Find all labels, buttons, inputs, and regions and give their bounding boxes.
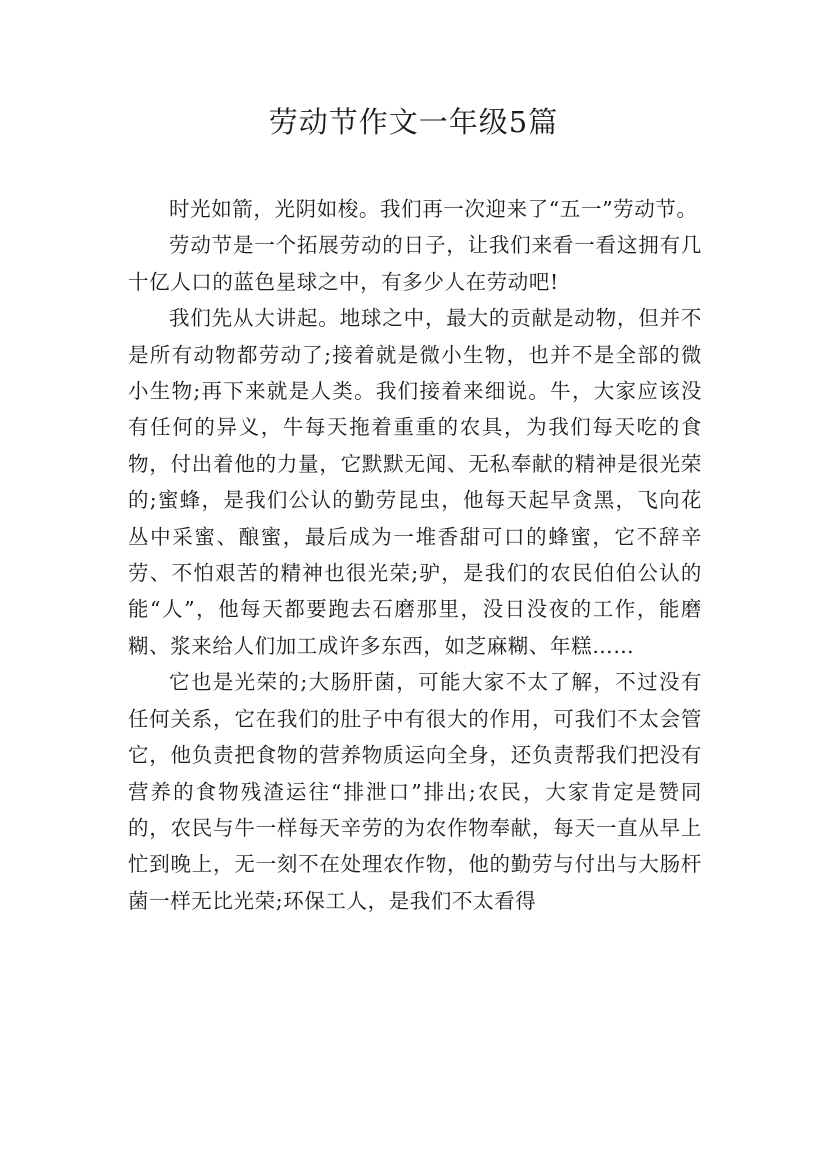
paragraph-4: 它也是光荣的;大肠肝菌，可能大家不太了解，不过没有任何关系，它在我们的肚子中有很大的作用，可我们不太会管它，他负责把食物的营养物质运向全身，还负责帮我们把没有营养的食物残渣运往“排泄口”排出;农民，大家肯定是赞同的，农民与牛一样每天辛劳的为农作物奉献，每天一直从早上忙到晚上，无一刻不在处理农作物，他的勤劳与付出与大肠杆菌一样无比光荣;环保工人，是我们不太看得	[128, 670, 702, 913]
document-body	[128, 191, 702, 919]
document-title: 劳动节作文一年级5篇	[268, 105, 559, 139]
paragraph-3: 我们先从大讲起。地球之中，最大的贡献是动物，但并不是所有动物都劳动了;接着就是微小生物，也并不是全部的微小生物;再下来就是人类。我们接着来细说。牛，大家应该没有任何的异义，牛每天拖着重重的农具，为我们每天吃的食物，付出着他的力量，它默默无闻、无私奉献的精神是很光荣的;蜜蜂，是我们公认的勤劳昆虫，他每天起早贪黑，飞向花丛中采蜜、酿蜜，最后成为一堆香甜可口的蜂蜜，它不辞辛劳、不怕艰苦的精神也很光荣;驴，是我们的农民伯伯公认的能“人”，他每天都要跑去石磨那里，没日没夜的工作，能磨糊、浆来给人们加工成许多东西，如芝麻糊、年糕……	[128, 306, 702, 658]
paragraph-2: 劳动节是一个拓展劳动的日子，让我们来看一看这拥有几十亿人口的蓝色星球之中，有多少人在劳动吧!	[128, 233, 702, 294]
paragraph-1: 时光如箭，光阴如梭。我们再一次迎来了“五一”劳动节。	[169, 197, 698, 221]
